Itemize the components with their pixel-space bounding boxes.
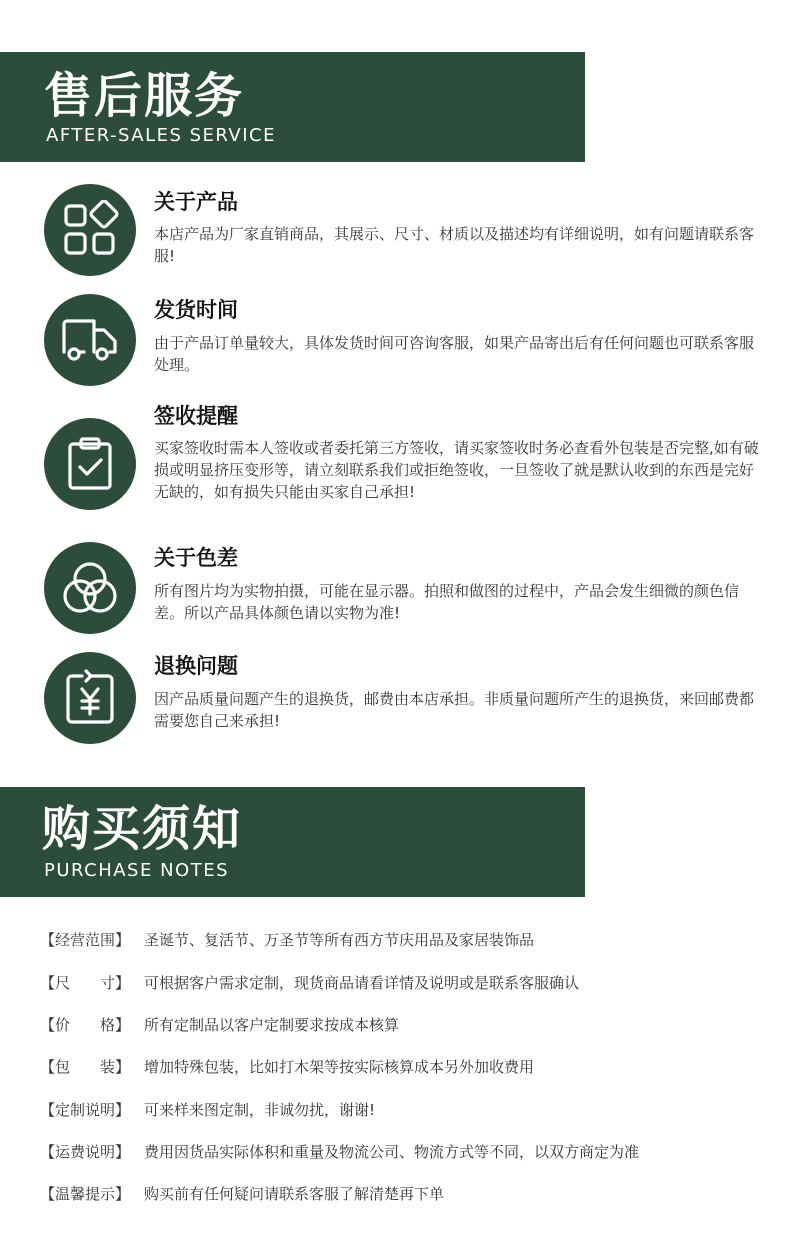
after-sales-banner — [0, 52, 585, 162]
item-title: 签收提醒 — [154, 404, 238, 428]
yuan-exchange-icon — [44, 652, 136, 744]
note-text: 可根据客户需求定制，现货商品请看详情及说明或是联系客服确认 — [144, 974, 580, 992]
note-label: 【温馨提示】 — [40, 1185, 131, 1203]
purchase-notes-banner — [0, 787, 585, 897]
note-row-scope — [40, 926, 534, 954]
note-label: 【经营范围】 — [40, 931, 131, 949]
clipboard-check-icon — [44, 418, 136, 510]
purchase-notes-title: 购买须知 — [42, 801, 243, 857]
purchase-notes-subtitle: PURCHASE NOTES — [44, 860, 230, 881]
note-text: 圣诞节、复活节、万圣节等所有西方节庆用品及家居装饰品 — [144, 931, 535, 949]
item-title: 关于色差 — [154, 546, 238, 570]
item-description: 本店产品为厂家直销商品，其展示、尺寸、材质以及描述均有详细说明，如有问题请联系客服! — [154, 225, 755, 265]
note-text: 费用因货品实际体积和重量及物流公司、物流方式等不同，以双方商定为准 — [144, 1143, 640, 1161]
item-description: 因产品质量问题产生的退换货，邮费由本店承担。非质量问题所产生的退换货，来回邮费都需要您自己来承担! — [154, 690, 755, 730]
grid-icon — [44, 184, 136, 276]
item-title: 退换问题 — [154, 654, 238, 678]
note-label: 【定制说明】 — [40, 1101, 131, 1119]
item-title: 发货时间 — [154, 298, 238, 322]
note-label: 【尺 寸】 — [40, 974, 131, 992]
color-circles-icon — [44, 542, 136, 634]
note-text: 增加特殊包装，比如打木架等按实际核算成本另外加收费用 — [144, 1058, 535, 1076]
item-description: 买家签收时需本人签收或者委托第三方签收，请买家签收时务必查看外包装是否完整,如有破损或明显挤压变形等，请立刻联系我们或拒绝签收，一旦签收了就是默认收到的东西是完好无缺的，如有损失只能由买家自己承担! — [154, 439, 759, 501]
item-title: 关于产品 — [154, 190, 238, 214]
after-sales-title: 售后服务 — [44, 68, 245, 124]
note-row-shipping-fee — [40, 1138, 639, 1166]
note-text: 所有定制品以客户定制要求按成本核算 — [144, 1016, 400, 1034]
item-description: 由于产品订单量较大，具体发货时间可咨询客服，如果产品寄出后有任何问题也可联系客服处理。 — [154, 334, 755, 374]
note-text: 可来样来图定制，非诚勿扰，谢谢! — [144, 1101, 376, 1119]
note-row-tip — [40, 1180, 444, 1208]
note-label: 【运费说明】 — [40, 1143, 131, 1161]
note-text: 购买前有任何疑问请联系客服了解清楚再下单 — [144, 1185, 445, 1203]
note-row-custom — [40, 1096, 375, 1124]
after-sales-subtitle: AFTER-SALES SERVICE — [46, 125, 276, 146]
note-row-packaging — [40, 1053, 534, 1081]
note-label: 【包 装】 — [40, 1058, 131, 1076]
item-description: 所有图片均为实物拍摄，可能在显示器。拍照和做图的过程中，产品会发生细微的颜色信差。所以产品具体颜色请以实物为准! — [154, 582, 740, 622]
note-row-size — [40, 969, 579, 997]
truck-icon — [44, 294, 136, 386]
note-label: 【价 格】 — [40, 1016, 131, 1034]
note-row-price — [40, 1011, 399, 1039]
